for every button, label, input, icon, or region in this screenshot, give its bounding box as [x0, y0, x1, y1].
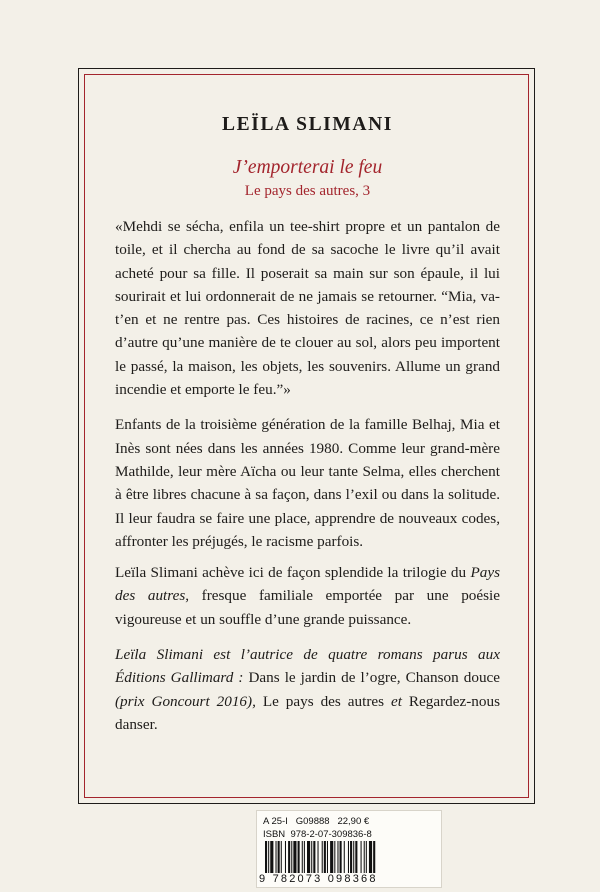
bio-sep-1: , [396, 669, 406, 687]
price-code-line: A 25-I G09888 22,90 € [263, 816, 370, 827]
barcode-bar [322, 841, 323, 873]
barcode-bar [307, 841, 310, 873]
barcode-bar [366, 841, 367, 873]
bio-book-4: Regardez-nous danser [115, 692, 500, 733]
barcode-bar [288, 841, 290, 873]
barcode-bar [373, 841, 375, 873]
barcode-bar [324, 841, 326, 873]
back-cover-text [115, 112, 500, 736]
barcode-bar [302, 841, 303, 873]
bio-book-3: Le pays des autres [262, 692, 385, 710]
barcode-bar [270, 841, 273, 873]
barcode-bar [364, 841, 365, 873]
summary-paragraph: Enfants de la troisième génération de la famille Belhaj, Mia et Inès sont nées dans les années 1980. Comme leur grand-mère Mathilde, leur mère Aïcha ou leur tante Selma, elles cherchent à être libres chacune à sa façon, dans l’exil ou dans la solitude. Il leur faudra se faire une place, apprendre de nouveaux codes, affronter les préjugés, le racisme parfois. [115, 416, 500, 550]
barcode-bar [327, 841, 328, 873]
barcode-bar [304, 841, 305, 873]
praise-text-after: , fresque familiale emportée par une poésie vigoureuse et un souffle d’une grande puissance. [115, 587, 500, 628]
barcode-bar [340, 841, 342, 873]
trilogy-title: Pays des autres [115, 564, 500, 605]
bio-end: . [153, 715, 158, 733]
barcode-label [256, 810, 442, 888]
bio-conj: et [384, 692, 409, 710]
barcode-bar [350, 841, 352, 873]
barcode-bar [281, 841, 282, 873]
author-name: LEÏLA SLIMANI [222, 114, 393, 135]
barcode-bar [278, 841, 280, 873]
barcode-bar [285, 841, 286, 873]
book-title: J’emporterai le feu [232, 157, 383, 178]
praise-paragraph [115, 561, 500, 631]
praise-text-before: Leïla Slimani achève ici de façon splendide la trilogie du [115, 564, 471, 582]
barcode-bar [311, 841, 312, 873]
excerpt-quote: «Mehdi se sécha, enfila un tee-shirt propre et un pantalon de toile, et il chercha au fond de sa sacoche le livre qu’il avait acheté pour sa fille. Il poserait sa main sur son épaule, il lui sourirait et lui ordonnerait de ne jamais se retourner. “Mia, va-t’en et ne rentre pas. Ces histoires de racines, ce n’est rien d’autre qu’une manière de te clouer au sol, alors peu importent le passé, la maison, les objets, les souvenirs. Allume un grand incendie et emporte le feu.”» [115, 218, 500, 399]
barcode-bar [330, 841, 333, 873]
barcode-bar [276, 841, 277, 873]
barcode-bar [334, 841, 335, 873]
barcode-bar [268, 841, 269, 873]
barcode-bar [298, 841, 300, 873]
barcode-bars [263, 841, 437, 873]
barcode-bar [293, 841, 296, 873]
barcode-bar [337, 841, 338, 873]
barcode-bar [348, 841, 349, 873]
bio-prize: (prix Goncourt 2016), [115, 692, 263, 710]
barcode-bar [344, 841, 345, 873]
barcode-bar [265, 841, 267, 873]
barcode-digits: 9 782073 098368 [259, 873, 378, 885]
bio-book-2: Chanson douce [405, 669, 501, 687]
barcode-bar [355, 841, 357, 873]
barcode-bar [313, 841, 315, 873]
bio-intro: Leïla Slimani est l’autrice de quatre romans parus aux Éditions Gallimard : [115, 646, 500, 687]
barcode-bar [353, 841, 354, 873]
barcode-bar [318, 841, 319, 873]
bio-book-1: Dans le jardin de l’ogre [248, 669, 397, 687]
isbn-line: ISBN 978-2-07-309836-8 [263, 829, 372, 840]
barcode-bar [369, 841, 372, 873]
series-subtitle: Le pays des autres, 3 [244, 183, 371, 199]
barcode-bar [361, 841, 362, 873]
barcode-bar [291, 841, 292, 873]
author-bio [115, 643, 500, 736]
